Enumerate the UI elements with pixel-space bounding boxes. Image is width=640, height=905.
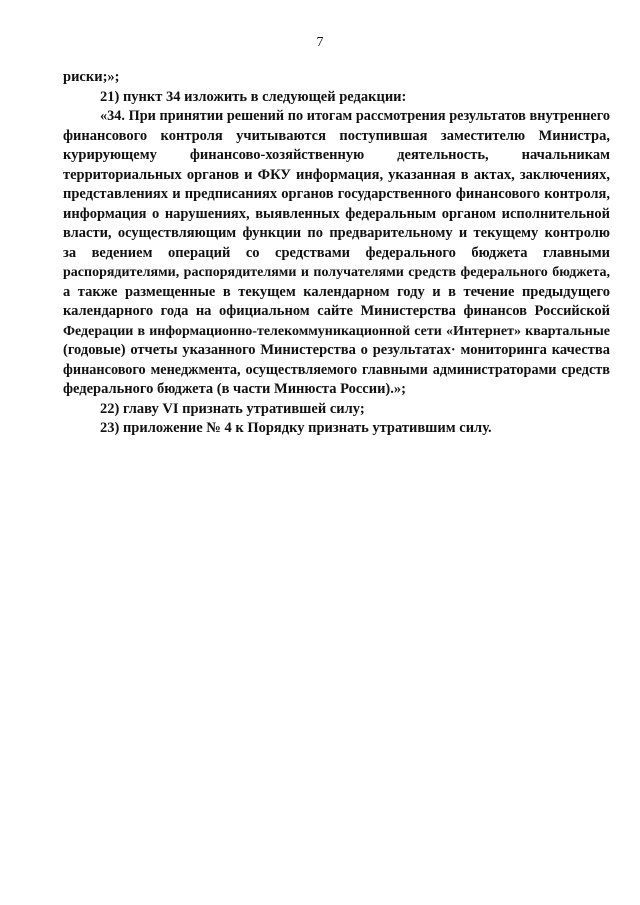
text-line: курирующему финансово-хозяйственную деятельность, начальникам [63,147,610,163]
text-line: финансового менеджмента, осуществляемого главными администраторами средств [63,361,610,378]
text-line: календарного года на официальном сайте Министерства финансов Российской [63,303,610,319]
text-line: территориальных органов и ФКУ информация, указанная в актах, заключениях, [63,166,610,183]
document-body [63,68,610,439]
text-line: риски;»; [63,69,120,85]
text-line: федерального бюджета (в части Минюста России).»; [63,381,406,397]
text-line: представлениях и предписаниях органов государственного финансового контроля, [63,186,610,202]
text-line: 23) приложение № 4 к Порядку признать утратившим силу. [100,420,492,436]
text-line: 22) главу VI признать утратившей силу; [100,400,365,417]
page-number: 7 [316,35,324,50]
text-line: 21) пункт 34 изложить в следующей редакции: [100,88,407,105]
text-line: за ведением операций со средствами федерального бюджета главными [63,244,610,261]
text-line: власти, осуществляющим функции по предварительному и текущему контролю [63,225,610,241]
text-line: распорядителями, распорядителями и получателями средств федерального бюджета, [63,265,610,280]
text-line: информация о нарушениях, выявленных федеральным органом исполнительной [63,205,610,222]
text-line: (годовые) отчеты указанного Министерства о результатах· мониторинга качества [63,342,610,358]
text-line: «34. При принятии решений по итогам рассмотрения результатов внутреннего [100,108,610,124]
text-line: финансового контроля учитываются поступившая заместителю Министра, [63,127,610,144]
text-line: Федерации в информационно-телекоммуникационной сети «Интернет» квартальные [63,323,610,339]
text-line: а также размещенные в текущем календарном году и в течение предыдущего [63,283,610,300]
